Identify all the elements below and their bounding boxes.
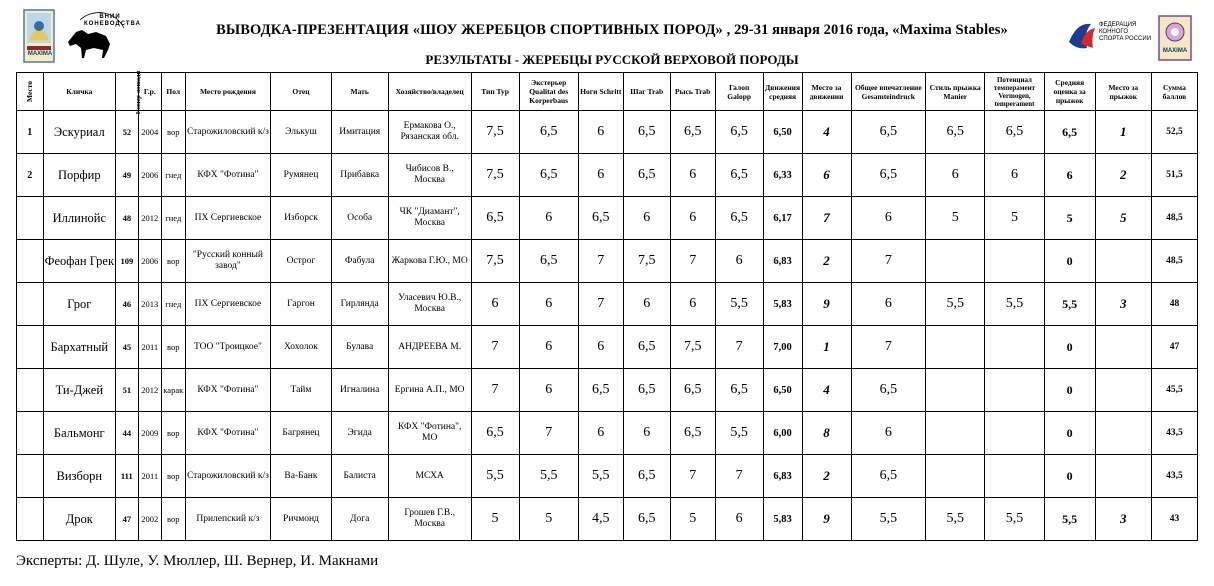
score-walk-cell: 6,5 [623,111,670,154]
horse-name-cell: Порфир [43,154,116,197]
score-legs-cell: 6 [578,111,623,154]
col-header-total: Сумма баллов [1151,73,1197,111]
movement-place-cell: 1 [802,326,851,369]
owner-cell: Чибисов В., Москва [388,154,471,197]
score-jump-potential-cell [985,369,1044,412]
score-exterior-cell: 6,5 [519,154,578,197]
dam-cell: Прибавка [331,154,388,197]
score-jump-potential-cell: 5 [985,197,1044,240]
col-header-owner: Хозяйство/владелец [388,73,471,111]
score-jump-potential-cell [985,412,1044,455]
table-header-row [17,73,1198,111]
movement-average-cell: 6,83 [763,455,802,498]
coat-color-cell: вор [162,111,185,154]
score-legs-cell: 7 [578,283,623,326]
horse-name-cell: Визборн [43,455,116,498]
score-trot-cell: 7,5 [670,326,715,369]
birthplace-cell: КФХ "Фотина" [185,369,271,412]
movement-place-cell: 7 [802,197,851,240]
score-exterior-cell: 5,5 [519,455,578,498]
horse-name-cell: Грог [43,283,116,326]
movement-place-cell: 4 [802,369,851,412]
jump-place-cell [1095,240,1151,283]
movement-place-cell: 2 [802,240,851,283]
dam-cell: Эгида [331,412,388,455]
dam-cell: Игналина [331,369,388,412]
score-jump-style-cell [926,412,985,455]
score-impression-cell: 6 [851,283,926,326]
coat-color-cell: гнед [162,197,185,240]
score-jump-style-cell [926,326,985,369]
score-legs-cell: 4,5 [578,498,623,541]
col-header-trot: Рысь Trab [670,73,715,111]
total-score-cell: 48,5 [1151,240,1197,283]
score-impression-cell: 6,5 [851,154,926,197]
score-exterior-cell: 5 [519,498,578,541]
score-jump-potential-cell: 5,5 [985,498,1044,541]
movement-average-cell: 5,83 [763,283,802,326]
horse-number-cell: 52 [116,111,138,154]
sire-cell: Хохолок [271,326,331,369]
score-impression-cell: 7 [851,326,926,369]
owner-cell: Жаркова Г.Ю., МО [388,240,471,283]
score-jump-style-cell: 5 [926,197,985,240]
score-impression-cell: 6,5 [851,111,926,154]
horse-number-cell: 44 [116,412,138,455]
total-score-cell: 43 [1151,498,1197,541]
score-legs-cell: 6,5 [578,197,623,240]
table-row [17,412,1198,455]
score-trot-cell: 6,5 [670,111,715,154]
score-jump-potential-cell [985,326,1044,369]
score-legs-cell: 6 [578,412,623,455]
row-place-cell [17,369,44,412]
horse-number-cell: 48 [116,197,138,240]
score-canter-cell: 6,5 [715,197,763,240]
coat-color-cell: вор [162,455,185,498]
jump-average-cell: 0 [1044,369,1095,412]
birth-year-cell: 2004 [138,111,161,154]
row-place-cell [17,412,44,455]
dam-cell: Особа [331,197,388,240]
score-canter-cell: 6,5 [715,111,763,154]
jump-average-cell: 0 [1044,326,1095,369]
col-header-movement-avg: Движения средняя [763,73,802,111]
col-header-movement-place: Место за движении [802,73,851,111]
jump-place-cell [1095,455,1151,498]
total-score-cell: 43,5 [1151,455,1197,498]
score-walk-cell: 6,5 [623,498,670,541]
birthplace-cell: КФХ "Фотина" [185,154,271,197]
score-impression-cell: 6 [851,412,926,455]
score-legs-cell: 5,5 [578,455,623,498]
movement-average-cell: 6,50 [763,111,802,154]
horse-name-cell: Бальмонг [43,412,116,455]
owner-cell: АНДРЕЕВА М. [388,326,471,369]
jump-place-cell [1095,412,1151,455]
birth-year-cell: 2011 [138,326,161,369]
horse-number-cell: 51 [116,369,138,412]
movement-place-cell: 2 [802,455,851,498]
birthplace-cell: ПХ Сергиевское [185,197,271,240]
jump-average-cell: 5 [1044,197,1095,240]
sire-cell: Гаргон [271,283,331,326]
col-header-place: Место [17,73,44,111]
birthplace-cell: Прилепский к/з [185,498,271,541]
movement-average-cell: 5,83 [763,498,802,541]
jump-place-cell: 3 [1095,283,1151,326]
score-type-cell: 6,5 [471,197,519,240]
score-canter-cell: 6 [715,240,763,283]
movement-average-cell: 6,83 [763,240,802,283]
horse-number-cell: 46 [116,283,138,326]
jump-place-cell: 2 [1095,154,1151,197]
coat-color-cell: гнед [162,154,185,197]
col-header-dam: Мать [331,73,388,111]
row-place-cell [17,326,44,369]
score-trot-cell: 6 [670,283,715,326]
score-trot-cell: 6,5 [670,369,715,412]
birth-year-cell: 2012 [138,197,161,240]
score-trot-cell: 7 [670,455,715,498]
score-jump-style-cell: 5,5 [926,498,985,541]
col-header-legs: Ноги Schritt [578,73,623,111]
total-score-cell: 45,5 [1151,369,1197,412]
score-impression-cell: 7 [851,240,926,283]
row-place-cell [17,455,44,498]
sire-cell: Румянец [271,154,331,197]
dam-cell: Имитация [331,111,388,154]
score-legs-cell: 6 [578,154,623,197]
dam-cell: Балиста [331,455,388,498]
vnii-logo [24,10,141,68]
score-legs-cell: 6,5 [578,369,623,412]
score-exterior-cell: 7 [519,412,578,455]
fks-logo [1063,14,1193,64]
score-type-cell: 5,5 [471,455,519,498]
col-header-type: Тип Typ [471,73,519,111]
score-type-cell: 5 [471,498,519,541]
coat-color-cell: карак [162,369,185,412]
col-header-exterior: Экстерьер Qualitat des Korperbaus [519,73,578,111]
score-exterior-cell: 6 [519,197,578,240]
table-row [17,455,1198,498]
total-score-cell: 47 [1151,326,1197,369]
owner-cell: Ергина А.П., МО [388,369,471,412]
movement-place-cell: 9 [802,283,851,326]
total-score-cell: 48 [1151,283,1197,326]
dam-cell: Гирлянда [331,283,388,326]
table-row [17,240,1198,283]
jump-average-cell: 0 [1044,240,1095,283]
coat-color-cell: гнед [162,283,185,326]
score-canter-cell: 5,5 [715,412,763,455]
row-place-cell: 1 [17,111,44,154]
col-header-sire: Отец [271,73,331,111]
score-type-cell: 7 [471,326,519,369]
coat-color-cell: вор [162,412,185,455]
score-type-cell: 7,5 [471,240,519,283]
row-place-cell [17,283,44,326]
jump-place-cell [1095,326,1151,369]
horse-number-cell: 47 [116,498,138,541]
fks-caption: MAXIMA [1162,48,1188,54]
score-type-cell: 7 [471,369,519,412]
movement-average-cell: 6,17 [763,197,802,240]
birthplace-cell: Старожиловский к/з [185,111,271,154]
owner-cell: Ермакова О., Рязанская обл. [388,111,471,154]
total-score-cell: 48,5 [1151,197,1197,240]
movement-average-cell: 6,50 [763,369,802,412]
score-jump-potential-cell: 5,5 [985,283,1044,326]
birthplace-cell: ТОО "Троицкое" [185,326,271,369]
col-header-name: Кличка [43,73,116,111]
score-legs-cell: 7 [578,240,623,283]
score-canter-cell: 7 [715,455,763,498]
birth-year-cell: 2006 [138,240,161,283]
horse-name-cell: Феофан Грек [43,240,116,283]
score-impression-cell: 6,5 [851,369,926,412]
sire-cell: Острог [271,240,331,283]
col-header-walk: Шаг Trab [623,73,670,111]
table-row [17,283,1198,326]
movement-place-cell: 8 [802,412,851,455]
owner-cell: ЧК "Диамант", Москва [388,197,471,240]
score-exterior-cell: 6,5 [519,240,578,283]
score-walk-cell: 6 [623,197,670,240]
table-row [17,369,1198,412]
page-title: ВЫВОДКА-ПРЕЗЕНТАЦИЯ «ШОУ ЖЕРЕБЦОВ СПОРТИВНЫХ ПОРОД» , 29-31 января 2016 года, «Maxima Stables» [216,22,1008,38]
col-header-jump-style: Стиль прыжка Manier [926,73,985,111]
dam-cell: Дога [331,498,388,541]
col-header-year: Г.р. [138,73,161,111]
movement-average-cell: 6,33 [763,154,802,197]
score-walk-cell: 6 [623,412,670,455]
score-jump-style-cell [926,369,985,412]
sire-cell: Изборск [271,197,331,240]
horse-name-cell: Ти-Джей [43,369,116,412]
jump-average-cell: 5,5 [1044,283,1095,326]
movement-average-cell: 6,00 [763,412,802,455]
logo-text: ВНИИ КОНЕВОДСТВА [84,14,141,27]
total-score-cell: 52,5 [1151,111,1197,154]
score-canter-cell: 6,5 [715,369,763,412]
score-jump-potential-cell [985,240,1044,283]
movement-place-cell: 9 [802,498,851,541]
jump-place-cell: 3 [1095,498,1151,541]
score-exterior-cell: 6 [519,369,578,412]
score-type-cell: 6,5 [471,412,519,455]
horse-name-cell: Дрок [43,498,116,541]
col-header-canter: Галоп Galopp [715,73,763,111]
col-header-jump-potential: Потенциал темперамент Vermogen, temperament [985,73,1044,111]
score-jump-style-cell: 6,5 [926,111,985,154]
col-header-color: Пол [162,73,185,111]
score-jump-style-cell [926,240,985,283]
coat-color-cell: вор [162,240,185,283]
score-walk-cell: 6,5 [623,369,670,412]
score-walk-cell: 6,5 [623,154,670,197]
score-legs-cell: 6 [578,326,623,369]
score-impression-cell: 6 [851,197,926,240]
total-score-cell: 51,5 [1151,154,1197,197]
dam-cell: Булава [331,326,388,369]
birthplace-cell: ПХ Сергиевское [185,283,271,326]
row-place-cell [17,197,44,240]
col-header-jump-avg: Средняя оценка за прыжок [1044,73,1095,111]
score-exterior-cell: 6 [519,283,578,326]
jump-place-cell [1095,369,1151,412]
score-trot-cell: 6,5 [670,412,715,455]
table-row [17,111,1198,154]
score-jump-style-cell: 6 [926,154,985,197]
logo-caption: MAXIMA [27,51,53,57]
horse-name-cell: Бархатный [43,326,116,369]
jump-average-cell: 6,5 [1044,111,1095,154]
score-walk-cell: 6 [623,283,670,326]
birth-year-cell: 2013 [138,283,161,326]
row-place-cell [17,240,44,283]
score-impression-cell: 5,5 [851,498,926,541]
movement-place-cell: 6 [802,154,851,197]
results-table [16,72,1198,541]
score-walk-cell: 7,5 [623,240,670,283]
horse-number-cell: 111 [116,455,138,498]
owner-cell: МСХА [388,455,471,498]
birth-year-cell: 2009 [138,412,161,455]
col-header-number: Номер лошади [116,73,138,111]
owner-cell: Уласевич Ю.В., Москва [388,283,471,326]
fks-text: ФЕДЕРАЦИЯ КОННОГО СПОРТА РОССИИ [1099,22,1152,42]
score-jump-style-cell: 5,5 [926,283,985,326]
score-jump-style-cell [926,455,985,498]
total-score-cell: 43,5 [1151,412,1197,455]
score-type-cell: 7,5 [471,111,519,154]
score-jump-potential-cell: 6,5 [985,111,1044,154]
jump-average-cell: 0 [1044,412,1095,455]
sire-cell: Элькуш [271,111,331,154]
birthplace-cell: Старожиловский к/з [185,455,271,498]
jump-average-cell: 5,5 [1044,498,1095,541]
score-trot-cell: 5 [670,498,715,541]
horse-name-cell: Эскуриал [43,111,116,154]
birth-year-cell: 2012 [138,369,161,412]
horse-number-cell: 109 [116,240,138,283]
horse-number-cell: 49 [116,154,138,197]
coat-color-cell: вор [162,498,185,541]
birth-year-cell: 2002 [138,498,161,541]
col-header-birthplace: Место рождения [185,73,271,111]
movement-place-cell: 4 [802,111,851,154]
sire-cell: Багрянец [271,412,331,455]
jump-place-cell: 1 [1095,111,1151,154]
owner-cell: Грошев Г.В., Москва [388,498,471,541]
col-header-impression: Общее впечатление Gesamteindruck [851,73,926,111]
score-exterior-cell: 6 [519,326,578,369]
row-place-cell: 2 [17,154,44,197]
score-walk-cell: 6,5 [623,326,670,369]
page-subtitle: РЕЗУЛЬТАТЫ - ЖЕРЕБЦЫ РУССКОЙ ВЕРХОВОЙ ПОРОДЫ [425,52,799,67]
horse-name-cell: Иллинойс [43,197,116,240]
movement-average-cell: 7,00 [763,326,802,369]
score-exterior-cell: 6,5 [519,111,578,154]
table-row [17,197,1198,240]
experts-line: Эксперты: Д. Шуле, У. Мюллер, Ш. Вернер, И. Макнами [16,553,379,569]
jump-average-cell: 6 [1044,154,1095,197]
birthplace-cell: КФХ "Фотина" [185,412,271,455]
score-trot-cell: 6 [670,197,715,240]
dam-cell: Фабула [331,240,388,283]
birthplace-cell: "Русский конный завод" [185,240,271,283]
table-row [17,154,1198,197]
table-row [17,326,1198,369]
table-row [17,498,1198,541]
score-jump-potential-cell [985,455,1044,498]
birth-year-cell: 2006 [138,154,161,197]
score-canter-cell: 7 [715,326,763,369]
owner-cell: КФХ "Фотина", МО [388,412,471,455]
sire-cell: Ва-Банк [271,455,331,498]
score-type-cell: 6 [471,283,519,326]
score-canter-cell: 6 [715,498,763,541]
birth-year-cell: 2011 [138,455,161,498]
jump-average-cell: 0 [1044,455,1095,498]
score-impression-cell: 6,5 [851,455,926,498]
row-place-cell [17,498,44,541]
sire-cell: Ричмонд [271,498,331,541]
sire-cell: Тайм [271,369,331,412]
score-jump-potential-cell: 6 [985,154,1044,197]
score-walk-cell: 6,5 [623,455,670,498]
score-canter-cell: 6,5 [715,154,763,197]
horse-number-cell: 45 [116,326,138,369]
jump-place-cell: 5 [1095,197,1151,240]
score-type-cell: 7,5 [471,154,519,197]
score-trot-cell: 7 [670,240,715,283]
coat-color-cell: вор [162,326,185,369]
score-trot-cell: 6 [670,154,715,197]
col-header-jump-place: Место за прыжок [1095,73,1151,111]
score-canter-cell: 5,5 [715,283,763,326]
